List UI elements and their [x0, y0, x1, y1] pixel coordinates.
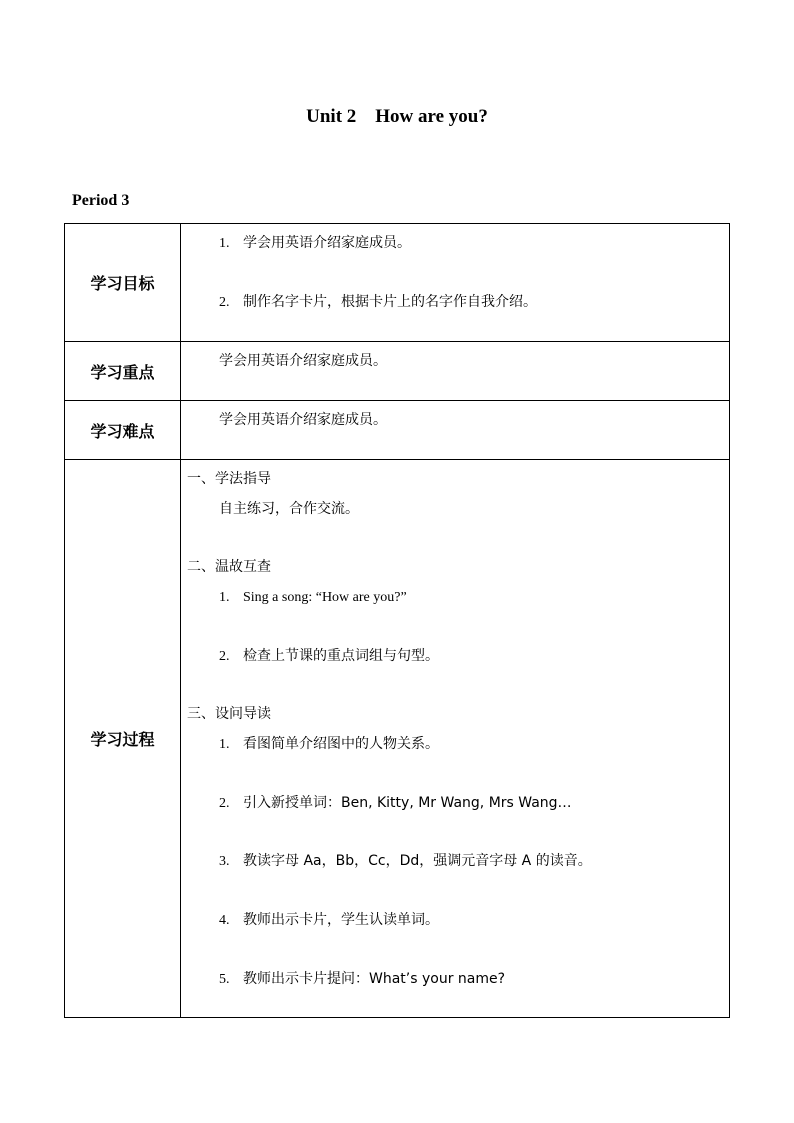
list-item: 2. 检查上节课的重点词组与句型。 [219, 648, 439, 664]
list-item: 2. 引入新授单词：Ben, Kitty, Mr Wang, Mrs Wang… [219, 795, 572, 811]
table-row-focus [65, 342, 730, 401]
row-label-process: 学习过程 [65, 460, 181, 1018]
row-label-difficulty: 学习难点 [65, 401, 181, 460]
list-item: 4. 教师出示卡片，学生认读单词。 [219, 912, 439, 928]
table-row-goals [65, 224, 730, 342]
list-item: 1. Sing a song: “How are you?” [219, 590, 407, 605]
list-item: 1. 学会用英语介绍家庭成员。 [219, 235, 411, 251]
row-content-focus [181, 342, 730, 401]
section-heading: 三、设问导读 [187, 706, 271, 722]
row-label-goals: 学习目标 [65, 224, 181, 342]
section-body: 自主练习，合作交流。 [219, 501, 359, 517]
period-label: Period 3 [72, 192, 130, 209]
list-item: 1. 看图简单介绍图中的人物关系。 [219, 736, 439, 752]
list-item: 3. 教读字母 Aa，Bb，Cc，Dd，强调元音字母 A 的读音。 [219, 853, 592, 869]
focus-text: 学会用英语介绍家庭成员。 [219, 353, 387, 369]
table-row-difficulty [65, 401, 730, 460]
row-content-goals [181, 224, 730, 342]
table-row-process [65, 460, 730, 1018]
row-label-focus: 学习重点 [65, 342, 181, 401]
lesson-plan-table [64, 223, 730, 1018]
section-heading: 二、温故互查 [187, 559, 271, 575]
difficulty-text: 学会用英语介绍家庭成员。 [219, 412, 387, 428]
row-content-process [181, 460, 730, 1018]
list-item: 2. 制作名字卡片，根据卡片上的名字作自我介绍。 [219, 294, 537, 310]
section-heading: 一、学法指导 [187, 471, 271, 487]
list-item: 5. 教师出示卡片提问：What’s your name? [219, 971, 506, 987]
row-content-difficulty [181, 401, 730, 460]
document-title: Unit 2 How are you? [306, 106, 488, 127]
